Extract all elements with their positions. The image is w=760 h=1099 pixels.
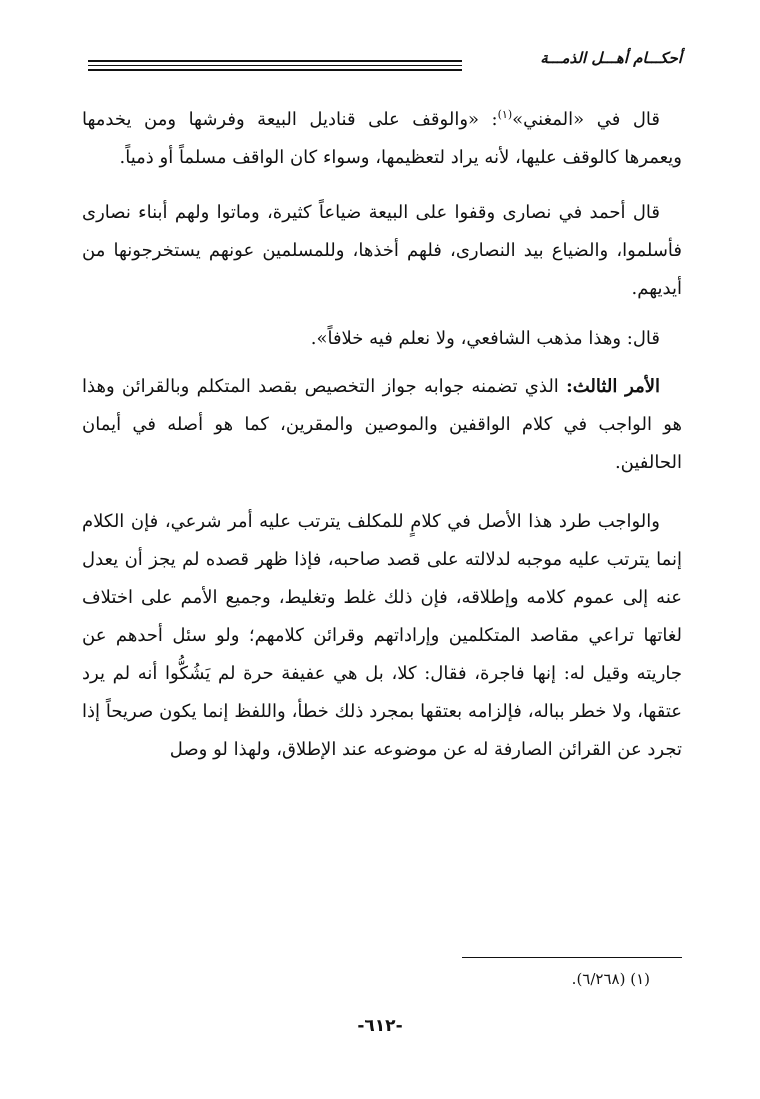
header-rule-middle <box>88 65 462 66</box>
paragraph-3: قال: وهذا مذهب الشافعي، ولا نعلم فيه خلافاً». <box>310 328 660 349</box>
footnote-text: (٦/٢٦٨). <box>571 970 626 988</box>
paragraph-1-quote: : «والوقف على قناديل البيعة وفرشها ومن يخدمها ويعمرها كالوقف عليها، لأنه يراد لتعظيمها، وسواء كان الواقف مسلماً أو ذمياً. <box>82 109 682 168</box>
page-number: -٦١٢- <box>357 1016 403 1036</box>
footnote-marker: (١) <box>630 970 650 988</box>
footnote <box>572 970 650 988</box>
header-rule-bottom <box>88 69 462 71</box>
paragraph-4-heading: الأمر الثالث: <box>566 376 661 397</box>
main-text <box>82 101 682 769</box>
footnote-separator <box>462 957 682 958</box>
header-rule-top <box>88 60 462 62</box>
paragraph-5: والواجب طرد هذا الأصل في كلامٍ للمكلف يترتب عليه أمر شرعي، فإن الكلام إنما يترتب عليه موجبه لدلالته على قصد صاحبه، فإذا ظهر قصده لم يجز أن يعدل عنه إلى عموم كلامه وإطلاقه، فإن ذلك غلط وتغليط، وجميع الأمم على اختلاف لغاتها تراعي مقاصد المتكلمين وإراداتهم وقرائن كلامهم؛ ولو سئل أحدهم عن جاريته وقيل له: إنها فاجرة، فقال: كلا، بل هي عفيفة حرة لم يَشُكُّوا أنه لم يرد عتقها، ولا خطر بباله، فإلزامه بعتقها بمجرد ذلك خطأ، واللفظ إنما يكون صريحاً إذا تجرد عن القرائن الصارفة له عن موضوعه عند الإطلاق، ولهذا لو وصل <box>82 511 682 760</box>
paragraph-4 <box>82 368 682 482</box>
paragraph-4-text: الذي تضمنه جوابه جواز التخصيص بقصد المتكلم وبالقرائن وهذا هو الواجب في كلام الواقفين والموصين والمقرين، كما هو أصله في أيمان الحالفين. <box>82 376 682 473</box>
running-header-title: أحكـــام أهـــل الذمـــة <box>540 49 682 67</box>
footnote-reference: (١) <box>497 108 513 121</box>
paragraph-1 <box>82 101 682 177</box>
paragraph-1-intro: قال في «المغني» <box>512 109 660 130</box>
paragraph-2: قال أحمد في نصارى وقفوا على البيعة ضياعاً كثيرة، وماتوا ولهم أبناء نصارى فأسلموا، والضياع بيد النصارى، فلهم أخذها، وللمسلمين عونهم يستخرجونها من أيديهم. <box>82 202 682 299</box>
